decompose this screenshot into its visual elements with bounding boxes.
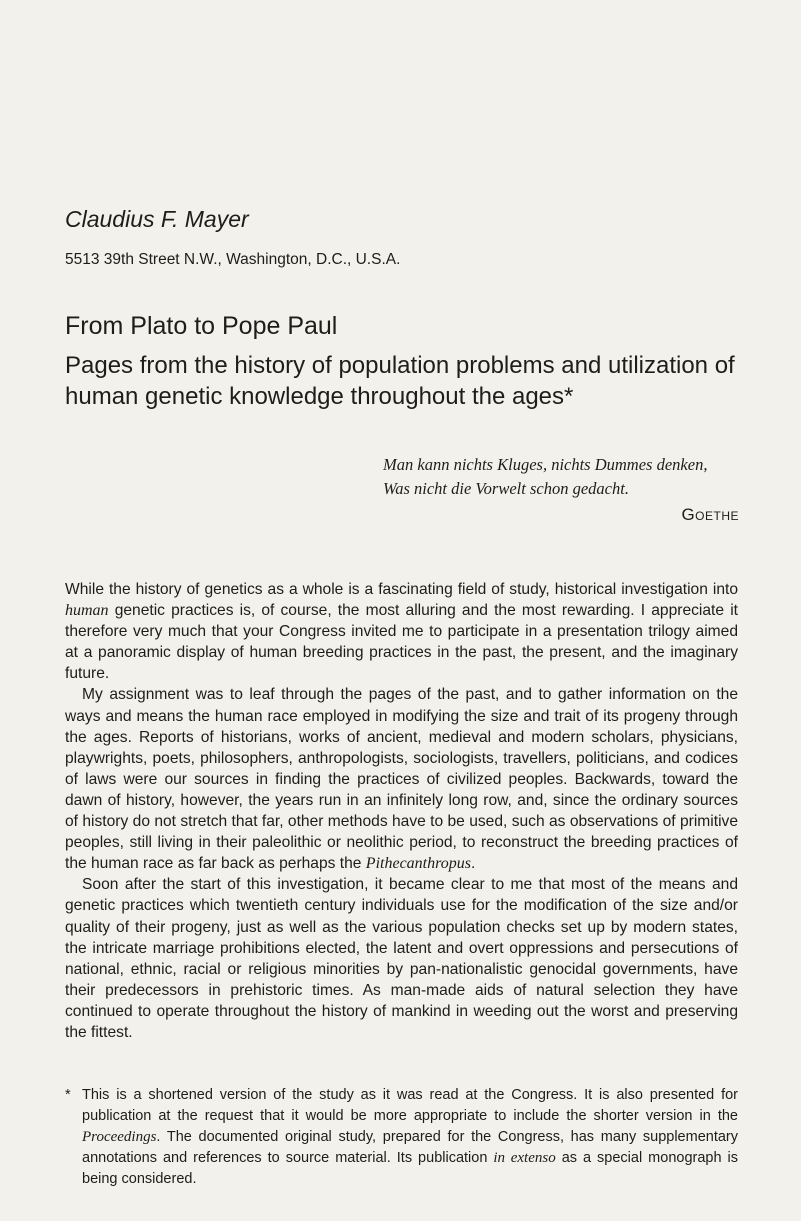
author-address: 5513 39th Street N.W., Washington, D.C., U.S.A. xyxy=(65,251,401,268)
footnote-text-c: as a special monograph is being considered. xyxy=(82,1150,738,1187)
epigraph-line-2: Was nicht die Vorwelt schon gedacht. xyxy=(383,479,629,498)
paragraph-1 xyxy=(65,579,738,684)
paper-subtitle: Pages from the history of population problems and utilization of human genetic knowledge throughout the ages* xyxy=(65,352,735,410)
footnote-emphasis-1: Proceedings xyxy=(82,1129,157,1145)
paragraph-2-emphasis: Pithecanthropus xyxy=(365,855,471,873)
paragraph-1-text-b: genetic practices is, of course, the most alluring and the most rewarding. I appreciate it therefore very much that your Congress invited me to participate in a presentation trilogy aimed at a panoramic display of human breeding practices in the past, the present, and the imaginary future. xyxy=(65,602,738,683)
paper-title: From Plato to Pope Paul xyxy=(65,312,338,340)
epigraph-attribution: Goethe xyxy=(681,505,739,524)
paragraph-2-text-a: My assignment was to leaf through the pages of the past, and to gather information on the ways and means the human race employed in modifying the size and trait of its progeny through the ages. Reports of historians, works of ancient, medieval and modern scholars, physicians, playwrights, poets, philosophers, anthropologists, sociologists, travellers, politicians, and codices of laws were our sources in finding the practices of civilized peoples. Backwards, toward the dawn of history, however, the years run in an infinitely long row, and, since the ordinary sources of history do not stretch that far, other methods have to be used, such as observations of primitive peoples, still living in their paleolithic or neolithic period, to reconstruct the breeding practices of the human race as far back as perhaps the xyxy=(65,686,738,873)
footnote-text-a: This is a shortened version of the study as it was read at the Congress. It is also presented for publication at the request that it would be more appropriate to include the shorter version in the xyxy=(82,1087,738,1124)
epigraph-line-1: Man kann nichts Kluges, nichts Dummes denken, xyxy=(383,455,708,474)
footnote-mark: * xyxy=(65,1087,71,1103)
author-name: Claudius F. Mayer xyxy=(65,206,249,232)
footnote xyxy=(65,1085,738,1190)
footnote-emphasis-2: in extenso xyxy=(493,1150,556,1166)
paragraph-2 xyxy=(65,684,738,874)
paragraph-2-text-b: . xyxy=(470,855,476,873)
paragraph-3: Soon after the start of this investigation, it became clear to me that most of the means and genetic practices which twentieth century individuals use for the modification of the size and/or quality of their progeny, just as well as the various population checks set up by modern states, the intricate marriage prohibitions elected, the latent and overt oppressions and persecutions of national, ethnic, racial or religious minorities by pan-nationalistic genocidal governments, have their predecessors in prehistoric times. As man-made aids of natural selection they have continued to operate throughout the history of mankind in weeding out the worst and preserving the fittest. xyxy=(65,876,738,1041)
epigraph xyxy=(383,453,739,527)
footnote-text-b: . The documented original study, prepared for the Congress, has many supplementary annotations and references to source material. Its publication xyxy=(82,1129,738,1166)
paragraph-1-text-a: While the history of genetics as a whole is a fascinating field of study, historical investigation into xyxy=(65,581,738,598)
paragraph-1-emphasis: human xyxy=(65,602,109,620)
body-text xyxy=(65,579,738,1043)
footnote-text xyxy=(65,1085,738,1190)
